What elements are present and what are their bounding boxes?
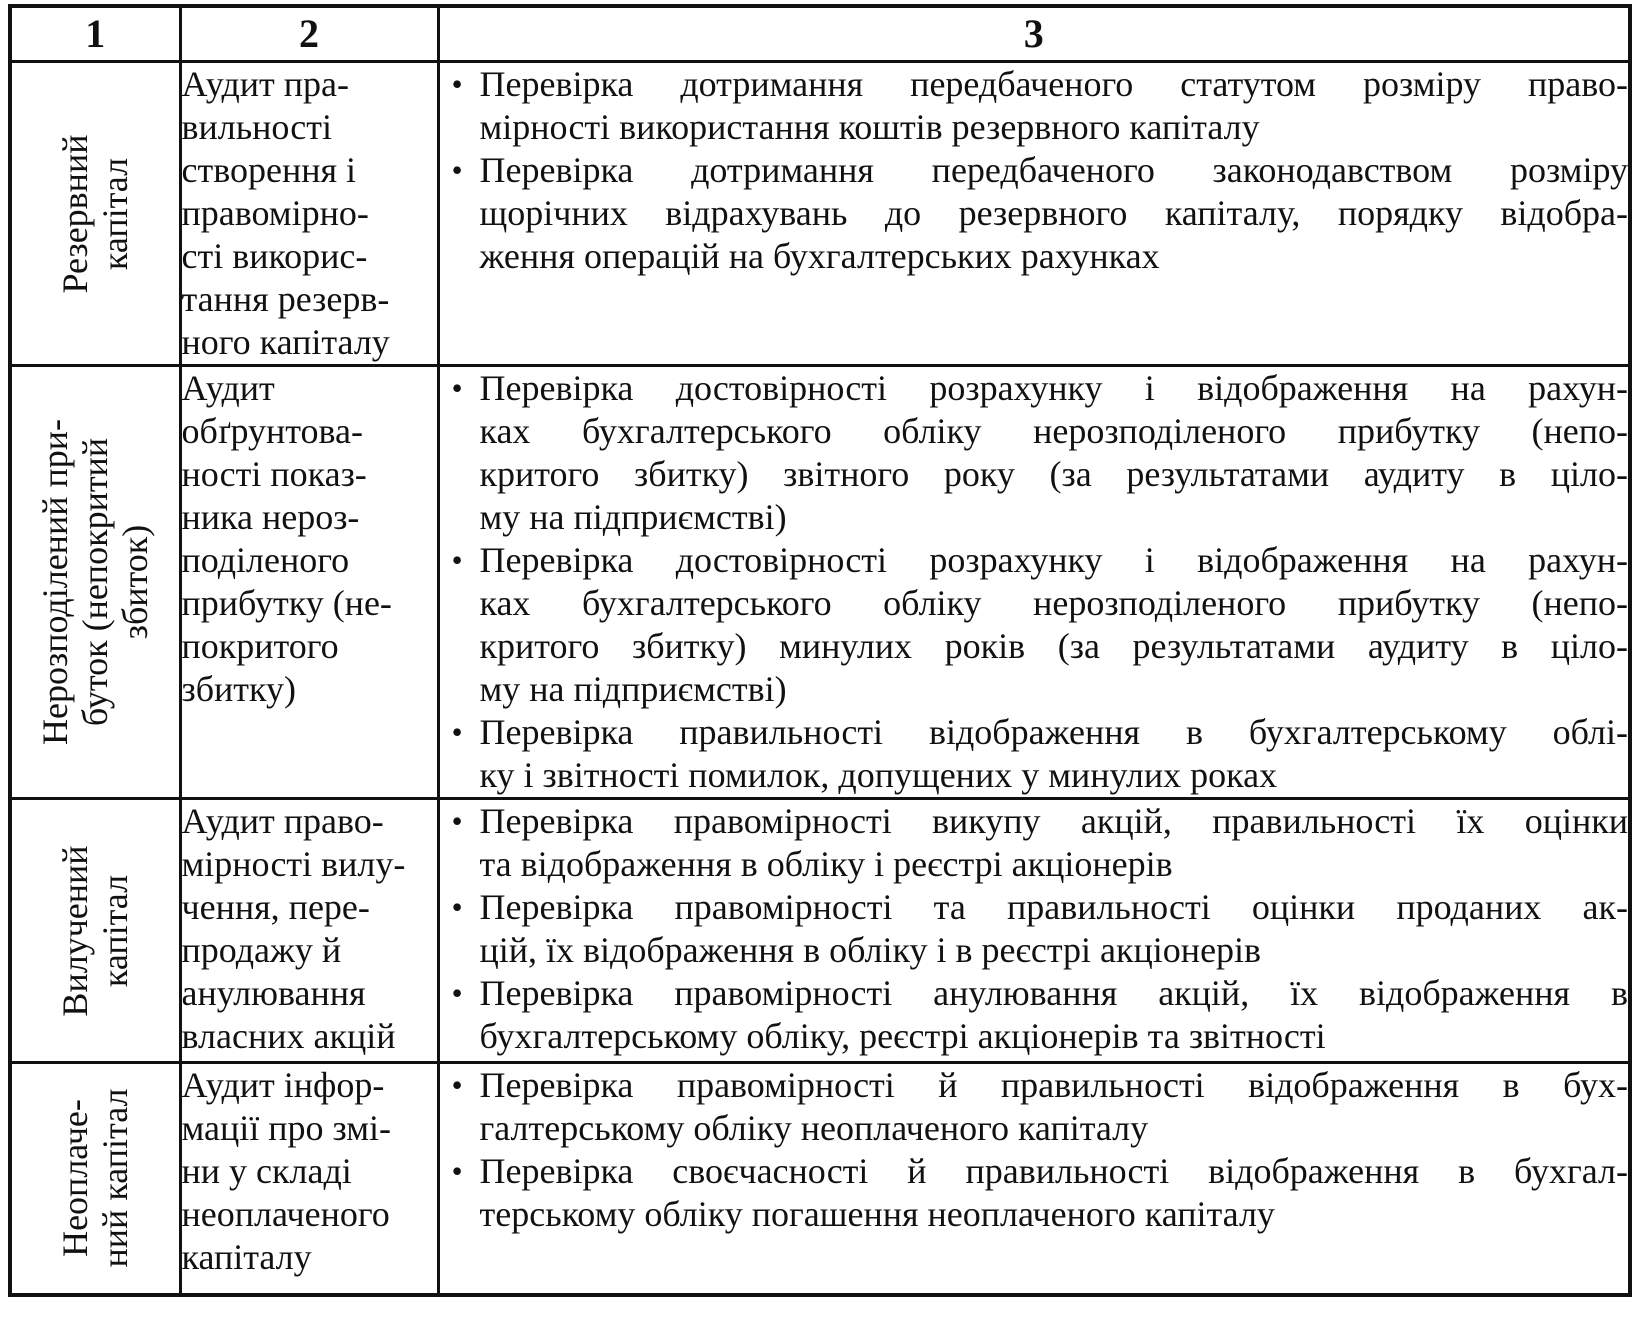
table-row [10,1063,1630,1295]
header-row [10,6,1630,62]
category-cell [10,1063,180,1295]
check-line: Перевірка правомірності анулювання акцій, їх відображення в [479,973,1628,1013]
aim-line: ни у складі [181,1151,352,1191]
category-line: Неоплаче- [55,1099,96,1258]
aim-line: чення, пере- [181,887,370,927]
aim-line: вильності [181,107,333,147]
category-cell [10,366,180,799]
check-line: му на підприємстві) [479,669,787,709]
aim-line: анулювання [181,973,366,1013]
check-line: щорічних відрахувань до резервного капіталу, порядку відобра- [479,193,1628,233]
aim-line: мірності вилу- [181,844,406,884]
table-row [10,62,1630,366]
check-item [440,711,1629,797]
header-col-1: 1 [10,6,180,62]
table-row [10,799,1630,1063]
aim-line: збитку) [181,669,297,709]
bullet-icon: • [451,975,463,1011]
category-line: збиток) [115,524,156,640]
aim-line: неоплаченого [181,1194,390,1234]
category-line: Нерозподілений при- [35,418,76,746]
aim-line: сті викорис- [181,236,368,276]
check-item [440,149,1629,278]
aim-cell [180,799,438,1063]
bullet-icon: • [451,1153,463,1189]
aim-line: Аудит [181,368,275,408]
bullet-icon: • [451,714,463,750]
aim-line: прибутку (не- [181,583,392,623]
aim-line: Аудит право- [181,801,384,841]
aim-line: продажу й [181,930,342,970]
aim-line: правомірно- [181,193,369,233]
check-line: цій, їх відображення в обліку і в реєстрі акціонерів [479,930,1262,970]
bullet-icon: • [451,152,463,188]
check-line: Перевірка своєчасності й правильності відображення в бухгал- [479,1151,1628,1191]
check-line: ках бухгалтерського обліку нерозподіленого прибутку (непо- [479,583,1628,623]
aim-cell [180,366,438,799]
check-item [440,800,1629,886]
check-line: ку і звітності помилок, допущених у минулих роках [479,755,1278,795]
category-line: ний капітал [95,1088,136,1268]
aim-line: ника нероз- [181,497,360,537]
check-item [440,367,1629,539]
bullet-icon: • [451,889,463,925]
check-item [440,539,1629,711]
checks-cell [438,1063,1630,1295]
check-line: Перевірка дотримання передбаченого статутом розміру право- [479,64,1628,104]
category-line: буток (непокритий [75,437,116,727]
check-line: критого збитку) звітного року (за результатами аудиту в ціло- [479,454,1628,494]
aim-line: обґрунтова- [181,411,363,451]
category-cell [10,799,180,1063]
category-cell [10,62,180,366]
aim-line: Аудит інфор- [181,1065,385,1105]
aim-line: капіталу [181,1237,312,1277]
aim-line: мації про змі- [181,1108,392,1148]
category-label [55,134,135,293]
bullet-icon: • [451,1067,463,1103]
check-line: Перевірка правомірності та правильності оцінки проданих ак- [479,887,1628,927]
check-line: галтерському обліку неоплаченого капіталу [479,1108,1149,1148]
check-line: Перевірка правильності відображення в бухгалтерському облі- [479,712,1628,752]
aim-line: ності показ- [181,454,367,494]
check-line: терському обліку погашення неоплаченого капіталу [479,1194,1275,1234]
category-line: Резервний [55,134,96,293]
check-line: бухгалтерському обліку, реєстрі акціонерів та звітності [479,1016,1326,1056]
check-line: му на підприємстві) [479,497,787,537]
aim-line: Аудит пра- [181,64,349,104]
category-line: капітал [95,157,136,270]
check-line: Перевірка достовірності розрахунку і відображення на рахун- [479,540,1628,580]
checks-cell [438,799,1630,1063]
category-label [55,845,135,1016]
bullet-icon: • [451,370,463,406]
aim-cell [180,1063,438,1295]
check-line: Перевірка правомірності й правильності відображення в бух- [479,1065,1628,1105]
table-row [10,366,1630,799]
category-line: Вилучений [55,844,96,1017]
bullet-icon: • [451,66,463,102]
check-line: та відображення в обліку і реєстрі акціонерів [479,844,1173,884]
aim-line: створення і [181,150,357,190]
category-label [55,1089,135,1268]
aim-line: власних акцій [181,1016,396,1056]
check-item [440,63,1629,149]
check-line: критого збитку) минулих років (за результатами аудиту в ціло- [479,626,1628,666]
check-item [440,1150,1629,1236]
check-item [440,886,1629,972]
check-line: мірності використання коштів резервного капіталу [479,107,1260,147]
aim-cell [180,62,438,366]
audit-table [8,4,1632,1297]
category-line: капітал [95,874,136,987]
bullet-icon: • [451,542,463,578]
check-item [440,1064,1629,1150]
bullet-icon: • [451,803,463,839]
aim-line: поділеного [181,540,350,580]
aim-line: тання резерв- [181,279,390,319]
check-line: Перевірка дотримання передбаченого законодавством розміру [479,150,1628,190]
checks-cell [438,62,1630,366]
header-col-2: 2 [180,6,438,62]
check-item [440,972,1629,1058]
checks-cell [438,366,1630,799]
aim-line: ного капіталу [181,322,390,362]
check-line: Перевірка достовірності розрахунку і відображення на рахун- [479,368,1628,408]
check-line: Перевірка правомірності викупу акцій, правильності їх оцінки [479,801,1628,841]
check-line: ках бухгалтерського обліку нерозподіленого прибутку (непо- [479,411,1628,451]
aim-line: покритого [181,626,339,666]
category-label [35,419,155,745]
document-page [8,4,1628,1322]
header-col-3: 3 [438,6,1630,62]
check-line: ження операцій на бухгалтерських рахунках [479,236,1160,276]
